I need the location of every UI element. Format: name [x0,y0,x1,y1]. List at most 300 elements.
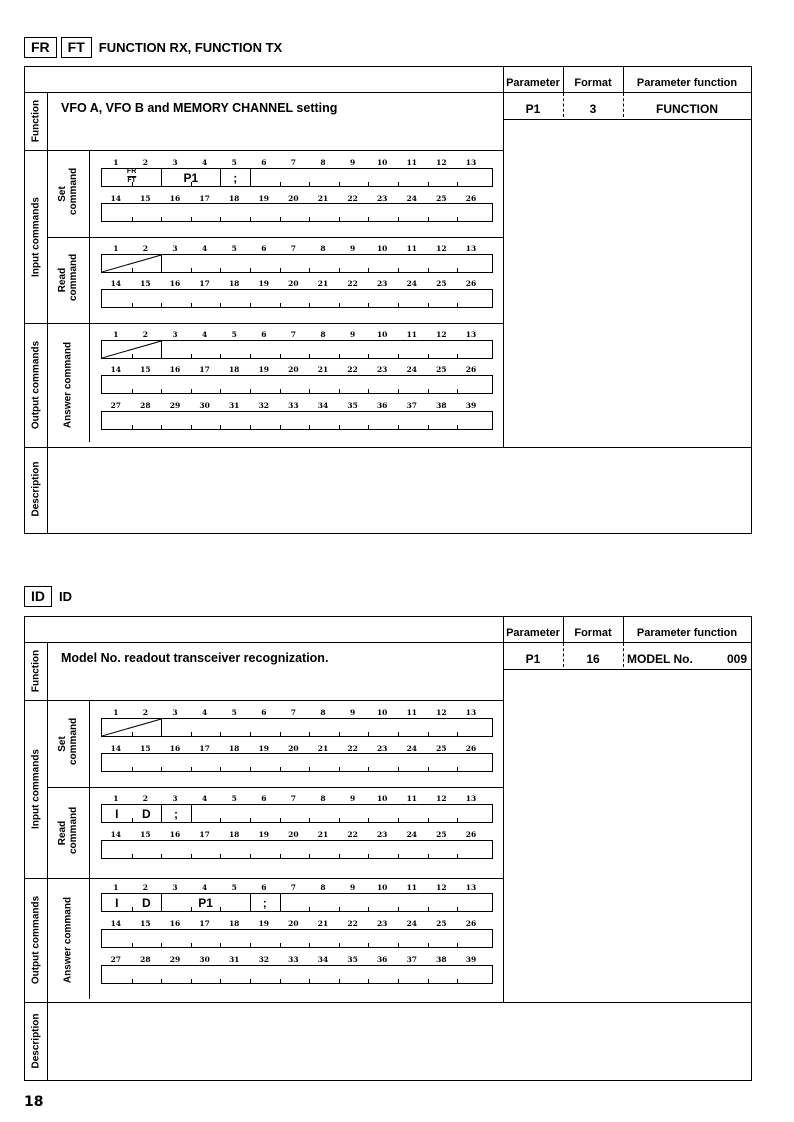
column-number: 26 [465,744,477,753]
answer-command-row2 [101,375,493,394]
cell-tick [339,907,340,911]
cell-tick [280,217,281,221]
cell-tick [191,767,192,771]
cell-tick [280,943,281,947]
cell-tick [339,425,340,429]
section-title: FUNCTION RX, FUNCTION TX [98,39,283,55]
column-number: 19 [258,365,270,374]
cell-separator [161,255,162,272]
cell-tick [428,303,429,307]
cell-tick [309,732,310,736]
cell-tick [368,182,369,186]
column-number: 18 [228,194,240,203]
column-number: 4 [201,330,208,339]
cell-tick [428,354,429,358]
cell-tick [398,818,399,822]
column-number: 2 [142,244,148,253]
cell-tick [428,389,429,393]
cell-tick [220,217,221,221]
cell-tick [250,389,251,393]
column-number: 12 [436,708,447,717]
answer-cell-p1: P1 [198,896,213,910]
cell-tick [457,907,458,911]
column-number: 22 [347,279,358,288]
param-name: P1 [525,652,541,666]
cell-tick [368,979,369,983]
cell-tick [132,767,133,771]
column-number: 22 [347,194,358,203]
set-command-row2 [101,203,493,222]
label-set-command: Set command [57,167,79,215]
column-number: 15 [140,194,151,203]
column-number: 12 [436,883,447,892]
label-input-commands: Input commands [30,196,42,278]
column-number: 3 [172,158,178,167]
answer-nums-row1 [101,883,493,893]
column-number: 16 [169,830,181,839]
column-number: 38 [436,401,447,410]
column-number: 21 [317,279,329,288]
column-number: 33 [288,955,299,964]
param-function: FUNCTION [656,102,718,116]
column-number: 25 [436,744,447,753]
column-number: 17 [199,919,210,928]
column-number: 3 [172,794,178,803]
set-command-row1 [101,168,493,187]
column-number: 39 [465,401,477,410]
cell-tick [398,732,399,736]
cell-tick [191,268,192,272]
column-number: 29 [169,401,181,410]
cell-tick [309,818,310,822]
cell-tick [280,389,281,393]
cell-tick [368,767,369,771]
column-number: 11 [406,244,418,253]
column-number: 3 [172,330,178,339]
cell-tick [250,818,251,822]
column-number: 1 [113,244,119,253]
column-number: 23 [376,365,388,374]
column-number: 26 [465,830,477,839]
column-number: 21 [317,194,329,203]
cell-tick [398,979,399,983]
column-number: 14 [110,365,122,374]
column-number: 4 [201,158,208,167]
cell-tick [191,389,192,393]
column-number: 17 [199,365,210,374]
cell-tick [339,979,340,983]
cell-tick [398,907,399,911]
cell-tick [250,425,251,429]
column-number: 30 [199,955,210,964]
column-number: 13 [465,883,477,892]
column-number: 22 [347,744,358,753]
cell-tick [280,979,281,983]
cell-tick [220,979,221,983]
column-number: 24 [406,279,418,288]
read-command-row1 [101,254,493,273]
cell-tick [161,217,162,221]
cell-separator [250,894,251,911]
column-number: 29 [169,955,181,964]
cell-tick [457,818,458,822]
cell-tick [428,767,429,771]
column-number: 31 [228,401,240,410]
cell-tick [132,979,133,983]
cell-tick [250,979,251,983]
command-key-id: ID [24,586,52,607]
column-number: 20 [288,744,299,753]
cell-tick [280,425,281,429]
cell-tick [368,354,369,358]
cell-tick [398,182,399,186]
cell-tick [220,732,221,736]
cell-tick [368,303,369,307]
cell-tick [339,354,340,358]
cell-tick [398,425,399,429]
column-number: 4 [201,708,208,717]
cell-tick [457,303,458,307]
set-command-row1 [101,718,493,737]
section-title: ID [59,588,72,604]
column-number: 19 [258,830,270,839]
param-format: 16 [586,652,600,666]
column-number: 7 [290,244,296,253]
cell-tick [309,854,310,858]
cell-tick [191,979,192,983]
column-number: 8 [320,330,326,339]
column-number: 5 [231,883,237,892]
column-number: 13 [465,244,477,253]
col-header-parameter-function: Parameter function [636,627,738,639]
set-cell-terminator: ; [233,171,238,185]
column-number: 14 [110,744,122,753]
column-number: 2 [142,883,148,892]
cell-tick [368,818,369,822]
cell-tick [457,767,458,771]
fraction-bottom: FT [127,177,136,184]
column-number: 19 [258,194,270,203]
column-number: 18 [228,365,240,374]
column-number: 18 [228,279,240,288]
column-number: 9 [349,330,356,339]
cell-tick [132,425,133,429]
cell-tick [398,354,399,358]
cell-tick [309,907,310,911]
column-number: 26 [465,919,477,928]
column-number: 11 [406,708,418,717]
cell-separator [161,894,162,911]
column-number: 8 [320,158,326,167]
cell-tick [250,854,251,858]
column-number: 35 [347,955,358,964]
column-number: 10 [376,330,388,339]
cell-tick [309,943,310,947]
cell-tick [220,767,221,771]
column-number: 37 [406,955,418,964]
function-text: VFO A, VFO B and MEMORY CHANNEL setting [61,101,338,115]
column-number: 10 [376,244,388,253]
label-read-command: Read command [57,806,79,854]
column-number: 5 [231,794,237,803]
cell-tick [220,389,221,393]
column-number: 18 [228,830,240,839]
column-number: 34 [317,955,329,964]
cell-tick [220,425,221,429]
cell-tick [398,767,399,771]
column-number: 1 [113,794,119,803]
column-number: 15 [140,830,151,839]
cell-separator [220,169,221,186]
label-answer-command: Answer command [62,341,74,429]
cell-tick [280,303,281,307]
param-format: 3 [589,102,597,116]
column-number: 7 [290,883,296,892]
column-number: 3 [172,708,178,717]
label-set-command: Set command [57,717,79,765]
column-number: 25 [436,279,447,288]
column-number: 25 [436,365,447,374]
column-number: 6 [261,158,267,167]
cell-tick [339,943,340,947]
column-number: 34 [317,401,329,410]
command-table-id [24,616,752,1081]
column-number: 23 [376,194,388,203]
column-number: 1 [113,330,119,339]
page-number: 18 [24,1094,44,1110]
answer-command-row3 [101,411,493,430]
cell-tick [191,732,192,736]
cell-separator [191,805,192,822]
cell-tick [280,182,281,186]
column-number: 14 [110,830,122,839]
cell-tick [161,303,162,307]
read-nums-row2 [101,279,493,289]
cell-tick [398,389,399,393]
answer-command-row1 [101,893,493,912]
column-number: 24 [406,830,418,839]
cell-tick [250,767,251,771]
column-number: 36 [376,955,388,964]
column-number: 36 [376,401,388,410]
label-function: Function [30,649,42,693]
column-number: 22 [347,365,358,374]
fr-ft-fraction [127,168,136,185]
cell-tick [398,217,399,221]
cell-tick [250,268,251,272]
column-number: 9 [349,794,356,803]
column-number: 6 [261,708,267,717]
cell-tick [428,182,429,186]
column-number: 3 [172,883,178,892]
cell-tick [250,217,251,221]
cell-separator [161,169,162,186]
label-read-command: Read command [57,253,79,301]
cell-tick [132,217,133,221]
column-number: 38 [436,955,447,964]
column-number: 26 [465,365,477,374]
column-number: 28 [140,955,151,964]
column-number: 17 [199,279,210,288]
col-header-format: Format [574,627,612,639]
set-cell-p1: P1 [183,171,199,185]
cell-tick [309,425,310,429]
column-number: 4 [201,794,208,803]
cell-tick [132,389,133,393]
cell-separator [161,805,162,822]
set-nums-row1 [101,708,493,718]
cell-tick [220,854,221,858]
cell-tick [368,217,369,221]
column-number: 23 [376,279,388,288]
read-command-row2 [101,840,493,859]
column-number: 2 [142,708,148,717]
column-number: 24 [406,194,418,203]
column-number: 10 [376,794,388,803]
cell-tick [161,854,162,858]
column-number: 10 [376,708,388,717]
column-number: 5 [231,158,237,167]
cell-tick [428,425,429,429]
cell-tick [250,943,251,947]
cell-tick [368,907,369,911]
column-number: 1 [113,158,119,167]
column-number: 1 [113,708,119,717]
cell-tick [339,182,340,186]
cell-tick [280,354,281,358]
column-number: 9 [349,244,356,253]
label-output-commands: Output commands [30,340,42,430]
column-number: 6 [261,883,267,892]
column-number: 8 [320,244,326,253]
cell-tick [368,268,369,272]
cell-tick [428,217,429,221]
column-number: 16 [169,365,181,374]
cell-tick [161,389,162,393]
column-number: 15 [140,744,151,753]
column-number: 13 [465,330,477,339]
cell-tick [428,854,429,858]
column-number: 23 [376,744,388,753]
cell-tick [250,303,251,307]
cell-tick [398,943,399,947]
col-header-parameter: Parameter [506,77,560,89]
cell-tick [339,268,340,272]
column-number: 9 [349,883,356,892]
column-number: 14 [110,279,122,288]
cell-tick [220,268,221,272]
column-number: 35 [347,401,358,410]
cell-tick [309,979,310,983]
cell-tick [339,303,340,307]
cell-tick [280,818,281,822]
cell-tick [132,854,133,858]
cell-tick [161,425,162,429]
answer-command-row2 [101,929,493,948]
answer-nums-row3 [101,401,493,411]
cell-tick [428,943,429,947]
cell-tick [339,767,340,771]
column-number: 2 [142,158,148,167]
command-grid [101,67,493,447]
column-number: 32 [258,401,270,410]
set-command-row2 [101,753,493,772]
column-number: 6 [261,244,267,253]
not-applicable-slash [102,255,161,272]
cell-tick [132,303,133,307]
column-number: 4 [201,244,208,253]
answer-cell-d: D [142,896,151,910]
cell-tick [457,854,458,858]
column-number: 5 [231,708,237,717]
cell-tick [428,732,429,736]
read-cell-terminator: ; [174,807,178,821]
cell-tick [220,354,221,358]
cell-tick [309,182,310,186]
cell-tick [339,217,340,221]
cell-tick [398,854,399,858]
column-number: 14 [110,194,122,203]
answer-cell-i: I [115,896,119,910]
cell-tick [309,354,310,358]
column-number: 20 [288,279,299,288]
column-number: 37 [406,401,418,410]
column-number: 11 [406,330,418,339]
column-number: 10 [376,158,388,167]
set-nums-row1 [101,158,493,168]
param-function: MODEL No. [627,652,693,666]
column-number: 30 [199,401,210,410]
cell-tick [457,217,458,221]
cell-tick [368,389,369,393]
column-number: 16 [169,194,181,203]
cell-tick [428,268,429,272]
column-number: 25 [436,919,447,928]
column-number: 5 [231,244,237,253]
column-number: 17 [199,194,210,203]
column-number: 15 [140,365,151,374]
column-number: 20 [288,365,299,374]
col-header-parameter: Parameter [506,627,560,639]
column-number: 11 [406,794,418,803]
column-number: 12 [436,794,447,803]
column-number: 22 [347,830,358,839]
cell-separator [280,894,281,911]
cell-tick [161,979,162,983]
answer-nums-row2 [101,919,493,929]
cell-tick [339,732,340,736]
column-number: 19 [258,279,270,288]
answer-nums-row3 [101,955,493,965]
not-applicable-slash [102,341,161,358]
column-number: 28 [140,401,151,410]
column-number: 14 [110,919,122,928]
cell-tick [280,268,281,272]
column-number: 13 [465,158,477,167]
cell-tick [191,425,192,429]
column-number: 13 [465,794,477,803]
column-number: 21 [317,365,329,374]
column-number: 10 [376,883,388,892]
label-answer-command: Answer command [62,896,74,984]
column-number: 26 [465,279,477,288]
cell-tick [457,943,458,947]
column-number: 11 [406,158,418,167]
cell-tick [191,354,192,358]
column-number: 23 [376,830,388,839]
command-key-ft: FT [61,37,92,58]
cell-tick [132,943,133,947]
